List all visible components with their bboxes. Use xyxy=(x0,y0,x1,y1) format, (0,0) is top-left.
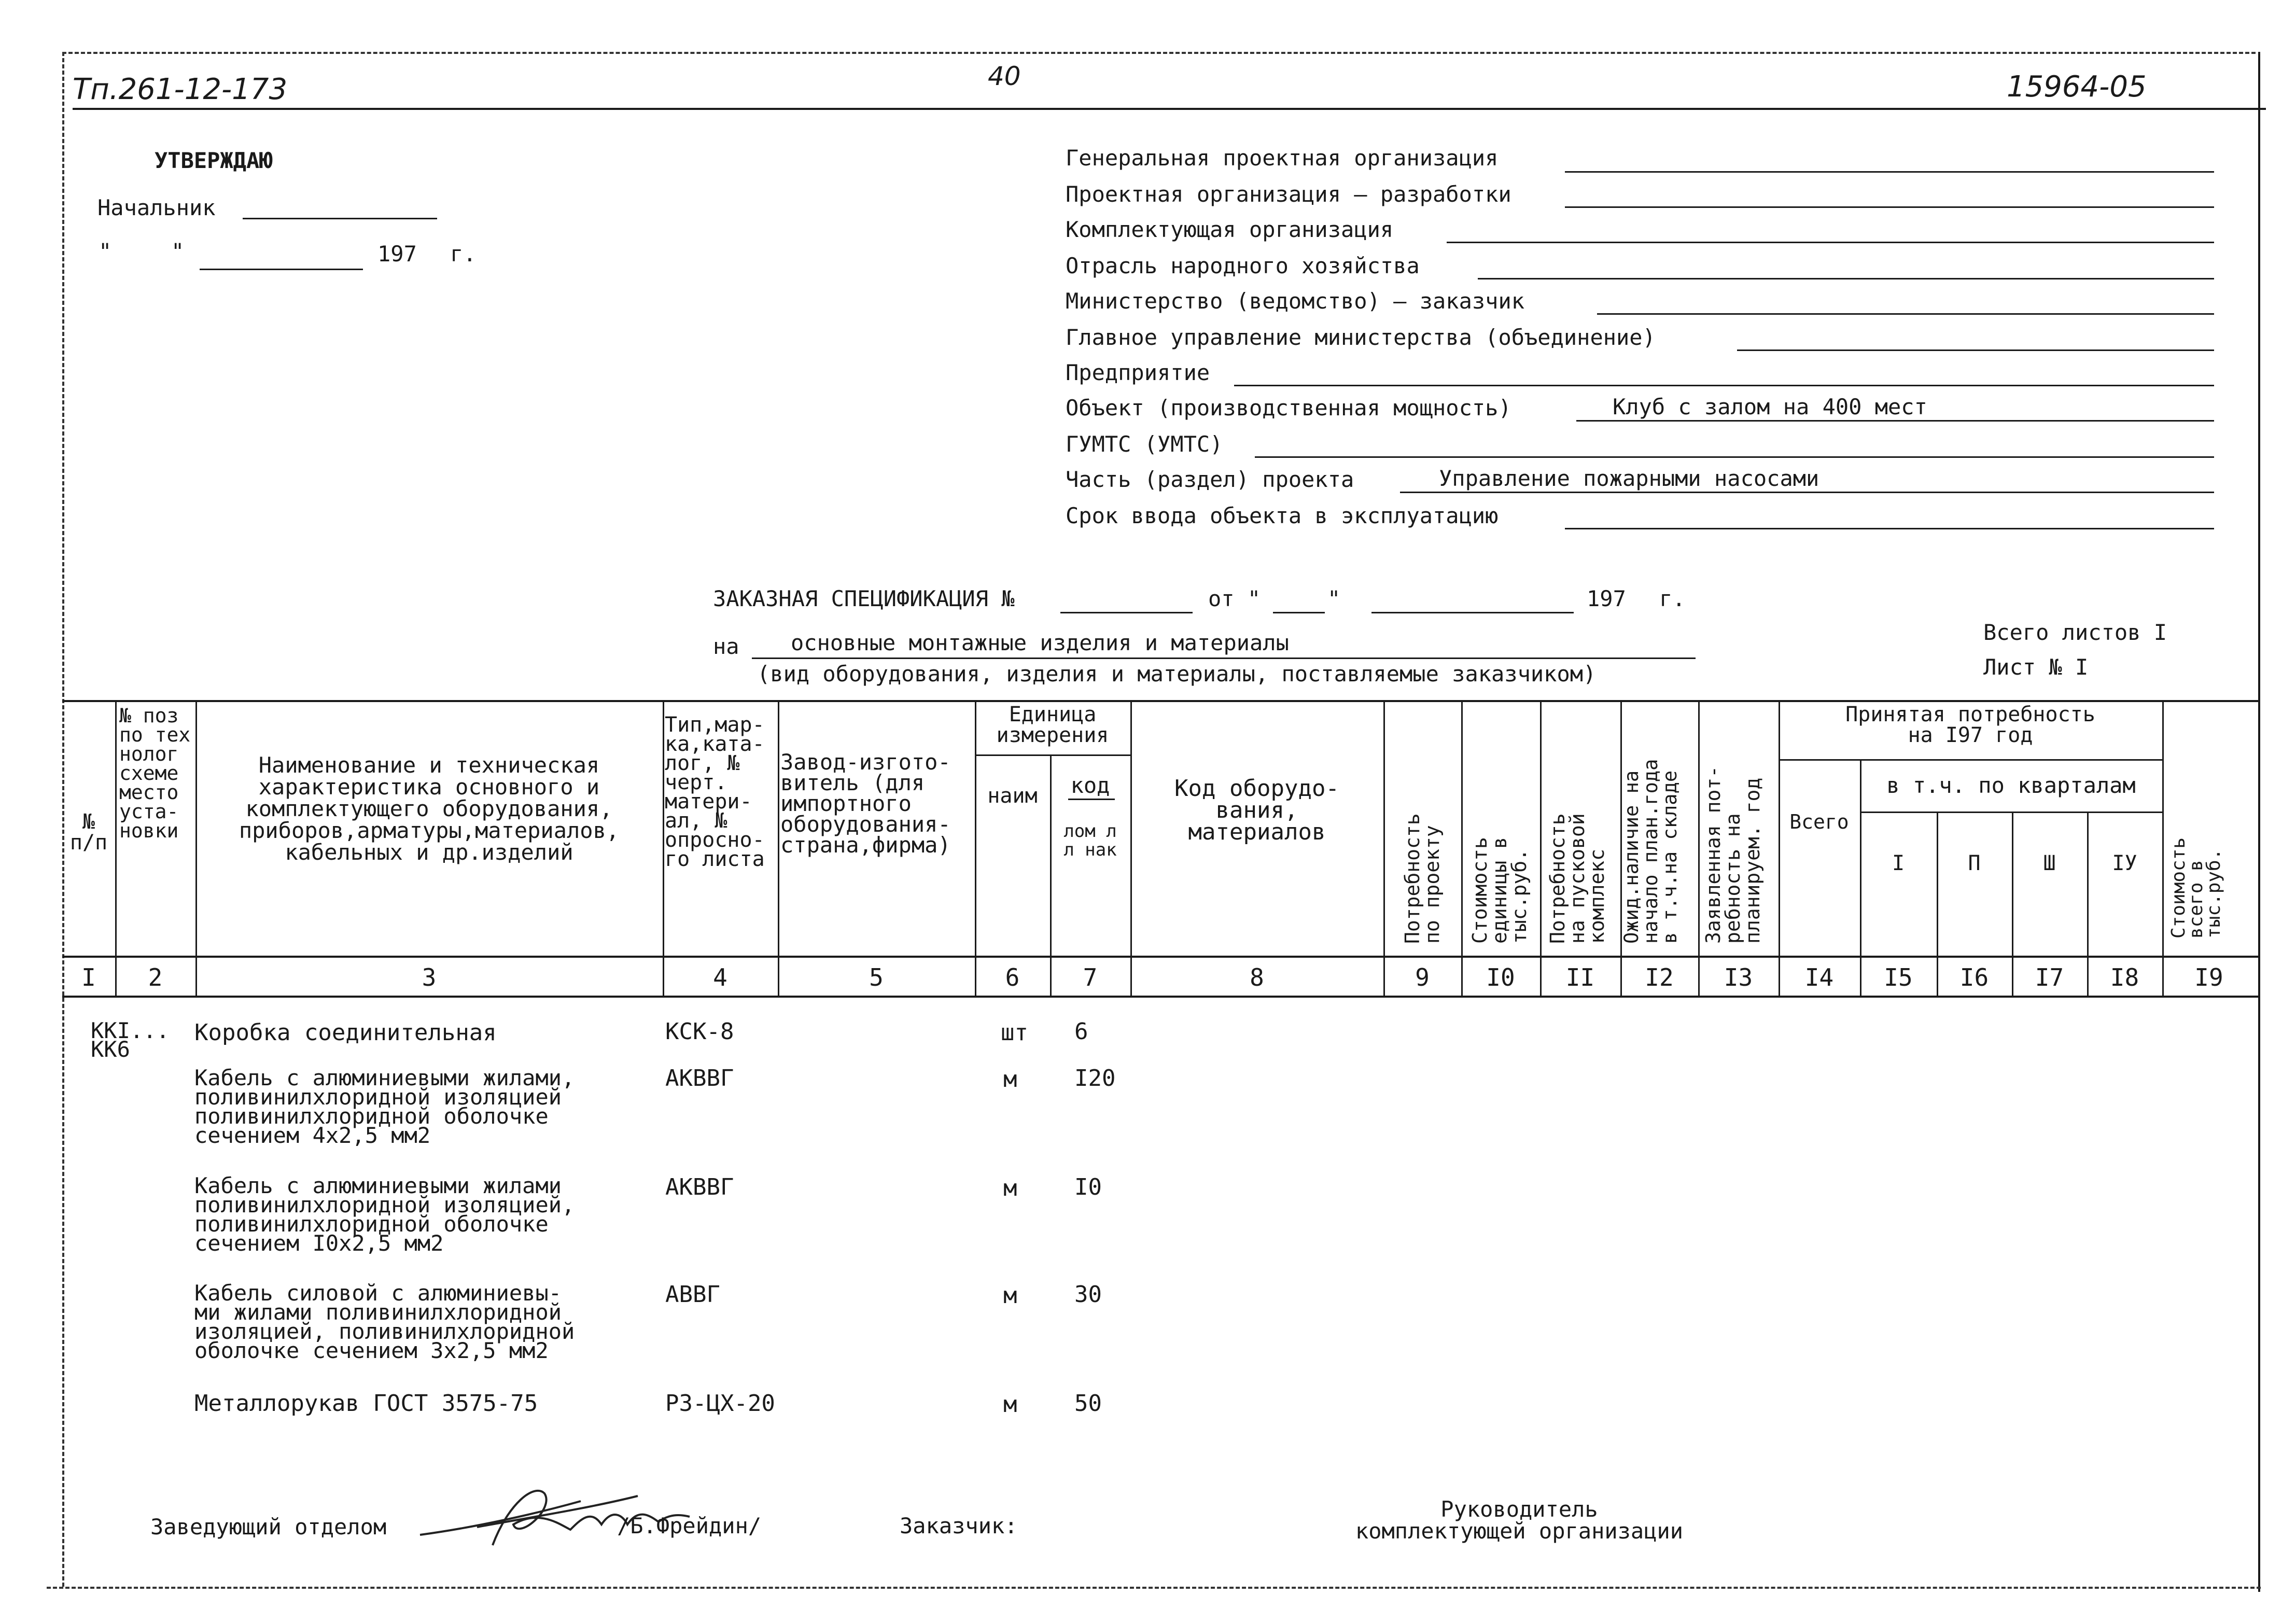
field-main-dept: Главное управление министерства (объединение) xyxy=(1066,325,1656,350)
row-type: КСК-8 xyxy=(665,1018,734,1045)
row-quantity: 30 xyxy=(1074,1281,1102,1308)
col-num: 5 xyxy=(869,963,884,991)
field-industry: Отрасль народного хозяйства xyxy=(1066,253,1420,278)
row-name: Кабель с алюминиевыми жилами, поливинилхлоридной изоляцией поливинилхлоридной оболочке сечением 4х2,5 мм2 xyxy=(194,1065,575,1148)
col-header-unit: Единица измерения xyxy=(996,703,1109,747)
spec-year-suffix: г. xyxy=(1659,586,1686,611)
row-quantity: I20 xyxy=(1074,1065,1116,1092)
spec-from: от " xyxy=(1208,586,1261,611)
row-unit: м xyxy=(1003,1066,1017,1093)
col-num: I7 xyxy=(2035,963,2064,991)
chief-label: Начальник xyxy=(97,195,216,220)
spec-year: 197 xyxy=(1587,586,1626,611)
row-type: АВВГ xyxy=(665,1281,720,1308)
row-name: Металлорукав ГОСТ 3575-75 xyxy=(194,1390,538,1417)
field-gumts: ГУМТС (УМТС) xyxy=(1066,431,1223,457)
col-header-q1: I xyxy=(1892,851,1905,875)
date-line xyxy=(200,269,363,270)
spec-on-label: на xyxy=(713,634,739,659)
spec-on-caption: (вид оборудования, изделия и материалы, поставляемые заказчиком) xyxy=(757,661,1597,687)
customer-label: Заказчик: xyxy=(900,1513,1018,1538)
col-header-12: Ожид.наличие на начало план.года в т.ч.на складе xyxy=(1620,759,1681,944)
col-header-accepted: Принятая потребность на I97 год xyxy=(1845,703,2095,747)
col-header-9: Потребность по проекту xyxy=(1401,813,1444,944)
col-header-19: Стоимость всего в тыс.руб. xyxy=(2168,837,2224,939)
right-border xyxy=(2258,52,2260,1592)
doc-code: 15964-05 xyxy=(2007,70,2147,104)
col-header-q4: IУ xyxy=(2112,851,2137,875)
approve-year-suffix: г. xyxy=(450,241,477,267)
col-header-8: Код оборудо- вания, материалов xyxy=(1174,775,1339,845)
doc-ref: Тп.261-12-173 xyxy=(73,73,288,106)
col-header-1: № п/п xyxy=(69,810,108,855)
col-num: I5 xyxy=(1884,963,1913,991)
row-name: Кабель силовой с алюминиевы- ми жилами поливинилхлоридной изоляцией, поливинилхлоридной оболочке сечением 3х2,5 мм2 xyxy=(194,1280,575,1363)
page-number: 40 xyxy=(988,61,1021,91)
field-project-part-value: Управление пожарными насосами xyxy=(1439,466,1819,491)
field-ministry: Министерство (ведомство) – заказчик xyxy=(1066,288,1525,314)
row-unit: м xyxy=(1003,1175,1017,1201)
field-commission-date: Срок ввода объекта в эксплуатацию xyxy=(1066,503,1499,528)
col-header-4: Тип,мар- ка,ката- лог, № черт. матери- ал, № опросно- го листа xyxy=(665,713,765,871)
col-header-code: код xyxy=(1070,773,1110,798)
field-supply-org: Комплектующая организация xyxy=(1066,217,1394,242)
head-of-dept-name: /Б.Фрейдин/ xyxy=(617,1513,762,1538)
chief-signature-line xyxy=(243,218,437,219)
col-num: 8 xyxy=(1250,963,1264,991)
col-num: I xyxy=(81,963,96,991)
col-num: I4 xyxy=(1804,963,1834,991)
col-num: I8 xyxy=(2110,963,2139,991)
row-name: Коробка соединительная xyxy=(194,1019,497,1046)
row-type: АКВВГ xyxy=(665,1065,734,1092)
col-header-11: Потребность на пусковой комплекс xyxy=(1546,813,1608,944)
sheet-number: Лист № I xyxy=(1983,654,2089,680)
col-header-2: № поз по тех нолог схеме место уста- новки xyxy=(119,704,191,842)
col-num: 3 xyxy=(422,963,437,991)
col-header-q3: Ш xyxy=(2043,851,2056,875)
approve-year: 197 xyxy=(377,241,417,267)
spec-on-line xyxy=(752,657,1696,659)
approve-title: УТВЕРЖДАЮ xyxy=(155,148,273,173)
field-enterprise: Предприятие xyxy=(1066,360,1210,385)
head-of-dept-label: Заведующий отделом xyxy=(150,1514,387,1540)
col-header-14: Всего xyxy=(1789,810,1849,833)
col-num: 2 xyxy=(148,963,163,991)
row-quantity: 6 xyxy=(1074,1018,1088,1045)
col-header-13: Заявленная пот- ребность на планируем. год xyxy=(1702,765,1764,944)
col-header-3: Наименование и техническая характеристика основного и комплектующего оборудования, приборов,арматуры,материалов, кабельных и др.изделий xyxy=(239,752,620,865)
col-num: I3 xyxy=(1724,963,1753,991)
spec-quote-close: " xyxy=(1327,586,1341,611)
col-num: I0 xyxy=(1486,963,1515,991)
spec-month-line xyxy=(1371,612,1574,613)
top-border xyxy=(62,52,2256,54)
field-project-part: Часть (раздел) проекта xyxy=(1066,467,1354,492)
row-position: ККI... КК6 xyxy=(91,1018,170,1062)
row-unit: м xyxy=(1003,1391,1017,1418)
col-num: 4 xyxy=(713,963,727,991)
col-header-quarters: в т.ч. по кварталам xyxy=(1886,773,2136,798)
row-unit: шт xyxy=(1001,1019,1028,1046)
field-object-value: Клуб с залом на 400 мест xyxy=(1613,394,1927,419)
field-object: Объект (производственная мощность) xyxy=(1066,395,1511,421)
row-quantity: 50 xyxy=(1074,1390,1102,1417)
field-design-org: Проектная организация – разработки xyxy=(1066,181,1511,207)
col-header-7: лом л л нак xyxy=(1063,821,1117,860)
supply-org-head: Руководитель комплектующей организации xyxy=(1355,1496,1684,1544)
row-type: АКВВГ xyxy=(665,1174,734,1200)
col-num: 9 xyxy=(1415,963,1430,991)
col-num: I9 xyxy=(2194,963,2223,991)
total-sheets: Всего листов I xyxy=(1983,620,2167,645)
row-unit: м xyxy=(1003,1282,1017,1309)
col-header-5: Завод-изгото- витель (для импортного оборудования- страна,фирма) xyxy=(780,749,951,858)
col-header-q2: П xyxy=(1968,851,1981,875)
col-num: II xyxy=(1565,963,1595,991)
col-num: I2 xyxy=(1645,963,1674,991)
spec-on-value: основные монтажные изделия и материалы xyxy=(791,630,1289,655)
spec-title: ЗАКАЗНАЯ СПЕЦИФИКАЦИЯ № xyxy=(713,586,1015,611)
header-line xyxy=(73,108,2266,110)
bottom-border xyxy=(47,1587,2261,1589)
col-num: 6 xyxy=(1005,963,1020,991)
spec-number-line xyxy=(1060,612,1193,613)
row-quantity: I0 xyxy=(1074,1174,1102,1200)
row-name: Кабель с алюминиевыми жилами поливинилхлоридной изоляцией, поливинилхлоридной оболочке сечением I0х2,5 мм2 xyxy=(194,1173,575,1256)
col-num: 7 xyxy=(1083,963,1098,991)
row-type: РЗ-ЦХ-20 xyxy=(665,1390,775,1417)
col-header-6: наим xyxy=(987,784,1038,808)
col-header-10: Стоимость единицы в тыс.руб. xyxy=(1468,837,1531,944)
field-general-org: Генеральная проектная организация xyxy=(1066,145,1499,171)
col-num: I6 xyxy=(1959,963,1989,991)
date-quote-close: " xyxy=(171,239,185,264)
spec-day-line xyxy=(1273,612,1325,613)
date-quote-open: " xyxy=(99,239,112,264)
